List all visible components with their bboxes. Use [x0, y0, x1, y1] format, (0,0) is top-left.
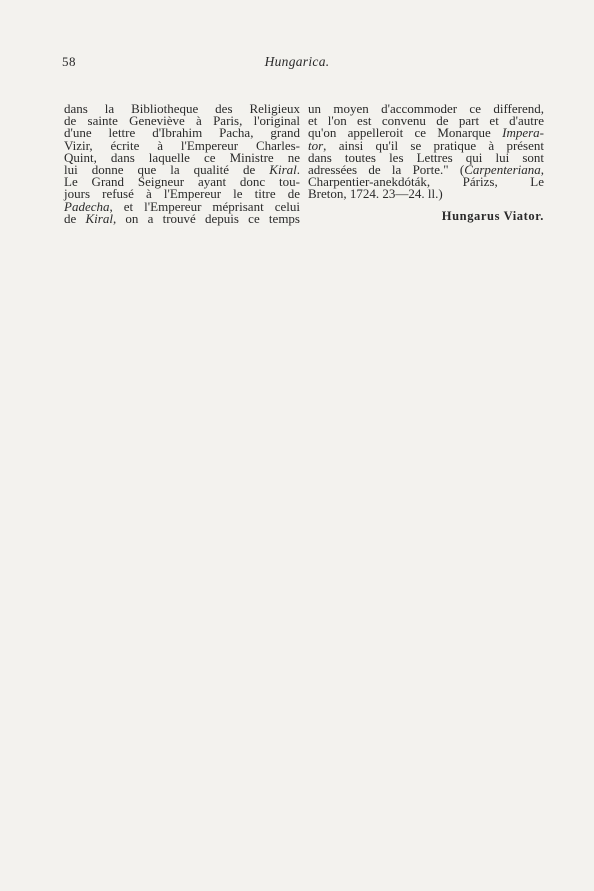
text-line: Quint, dans laquelle ce Ministre ne [64, 149, 300, 165]
text-line: Charpentier-anekdóták, Párizs, Le [308, 174, 544, 190]
text-line: Breton, 1724. 23—24. ll.) [308, 186, 443, 202]
text-line: un moyen d'accommoder ce differend, [308, 101, 544, 116]
text-line: jours refusé à l'Empereur le titre de [64, 186, 300, 202]
text-line: adressées de la Porte." (Carpenteriana, [308, 161, 544, 177]
right-text-column [308, 103, 544, 201]
text-line: Le Grand Seigneur ayant donc tou- [64, 174, 300, 190]
text-line: tor, ainsi qu'il se pratique à présent [308, 137, 544, 153]
text-line: de sainte Geneviève à Paris, l'original [64, 113, 300, 129]
left-text-column [64, 103, 300, 225]
author-signature: Hungarus Viator. [441, 209, 544, 223]
text-line: Vizir, écrite à l'Empereur Charles- [64, 137, 300, 153]
text-line: dans toutes les Lettres qui lui sont [308, 149, 544, 165]
text-line: et l'on est convenu de part et d'autre [308, 113, 544, 129]
text-line: Padecha, et l'Empereur méprisant celui [64, 198, 300, 214]
text-line: dans la Bibliotheque des Religieux [64, 101, 300, 116]
running-title: Hungarica. [264, 54, 330, 69]
text-line: lui donne que la qualité de Kiral. [64, 161, 300, 177]
text-line: qu'on appelleroit ce Monarque Impera- [308, 125, 544, 141]
text-line: de Kiral, on a trouvé depuis ce temps [64, 210, 300, 226]
page-number: 58 [62, 54, 76, 69]
text-line: d'une lettre d'Ibrahim Pacha, grand [64, 125, 300, 141]
